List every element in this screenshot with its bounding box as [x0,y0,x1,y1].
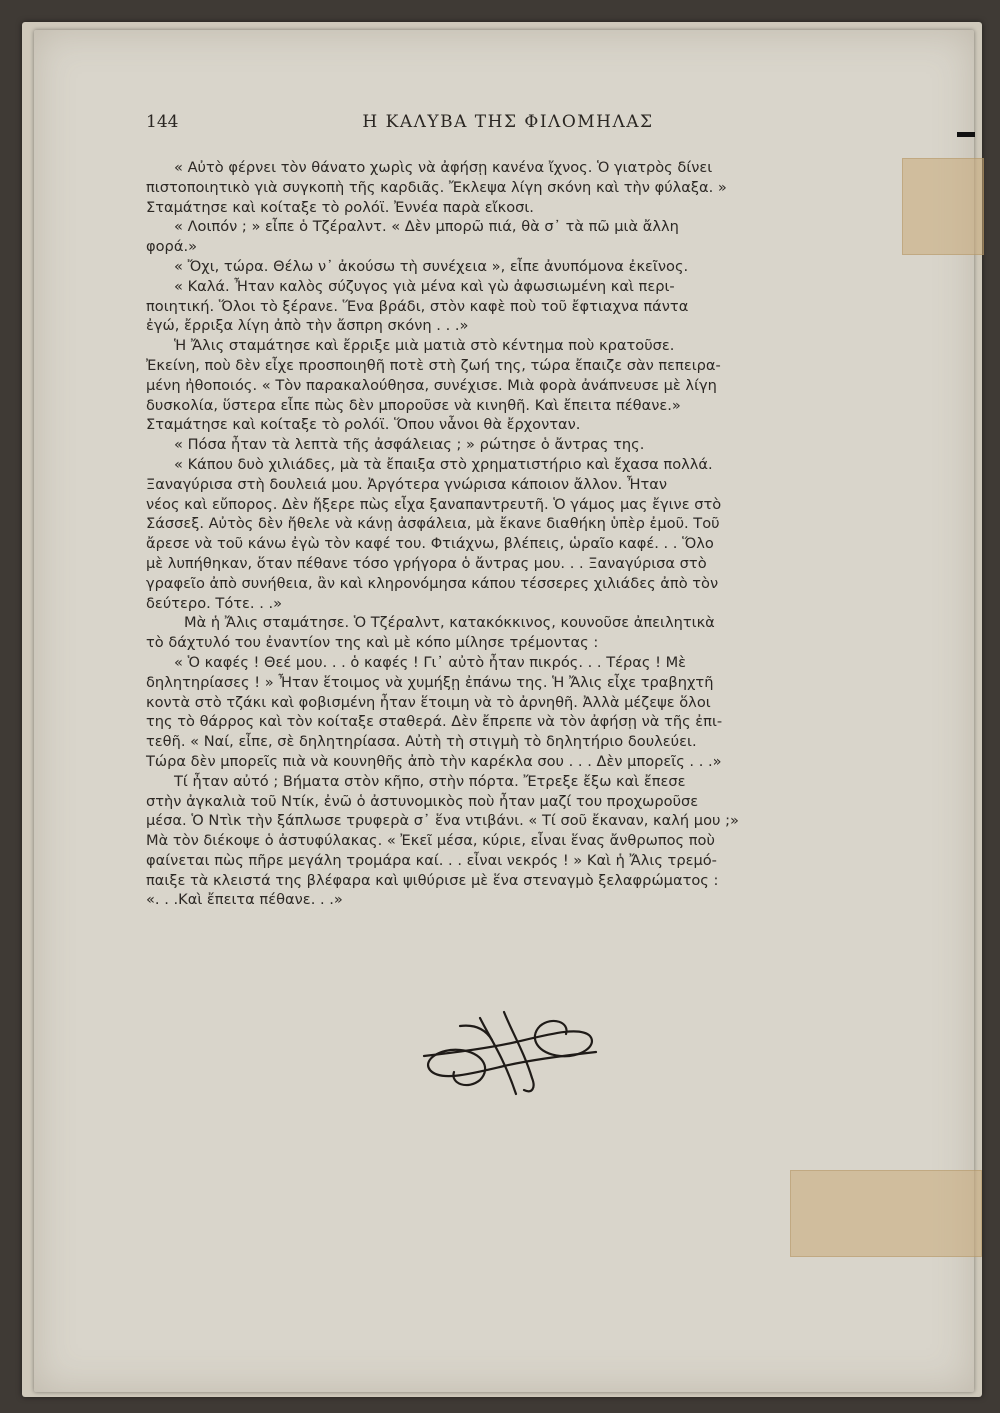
text-line: δεύτερο. Τότε. . .» [146,594,283,612]
text-line: Σάσσεξ. Αὐτὸς δὲν ἤθελε νὰ κάνῃ ἀσφάλεια, μὰ ἔκανε διαθήκη ὑπὲρ ἐμοῦ. Τοῦ [146,515,720,533]
text-line: «. . .Καὶ ἔπειτα πέθανε. . .» [146,891,343,909]
page-number: 144 [146,112,179,132]
text-line: « Ὁ καφές ! Θεέ μου. . . ὁ καφές ! Γι᾽ αὐτὸ ἦταν πικρός. . . Τέρας ! Μὲ [174,653,687,671]
text-line: Τώρα δὲν μπορεῖς πιὰ νὰ κουνηθῆς ἀπὸ τὴν καρέκλα σου . . . Δὲν μπορεῖς . . .» [146,752,722,770]
text-line: « Πόσα ἦταν τὰ λεπτὰ τῆς ἀσφάλειας ; » ρώτησε ὁ ἄντρας της. [174,436,645,454]
text-line: Σταμάτησε καὶ κοίταξε τὸ ρολόϊ. Ἐννέα παρὰ εἴκοσι. [146,198,534,216]
text-line: « Αὐτὸ φέρνει τὸν θάνατο χωρὶς νὰ ἀφήσῃ κανένα ἴχνος. Ὁ γιατρὸς δίνει [174,159,713,176]
text-line: ποιητική. Ὅλοι τὸ ξέρανε. Ἕνα βράδι, στὸν καφὲ ποὺ τοῦ ἔφτιαχνα πάντα [146,297,689,315]
text-line: Σταμάτησε καὶ κοίταξε τὸ ρολόϊ. Ὅπου νἆνοι θὰ ἔρχονταν. [146,416,581,434]
page-header [146,112,870,136]
text-line: Μὰ ἡ Ἄλις σταμάτησε. Ὁ Τζέραλντ, κατακόκκινος, κουνοῦσε ἀπειλητικὰ [184,614,715,632]
text-line: νέος καὶ εὔπορος. Δὲν ἤξερε πὼς εἶχα ξαναπαντρευτῆ. Ὁ γάμος μας ἔγινε στὸ [146,495,722,513]
text-line: « Καλά. Ἦταν καλὸς σύζυγος γιὰ μένα καὶ γὼ ἀφωσιωμένη καὶ περι- [174,277,675,295]
body-text [146,158,870,910]
text-line: δυσκολία, ὕστερα εἶπε πὼς δὲν μποροῦσε νὰ κινηθῆ. Καὶ ἔπειτα πέθανε.» [146,396,681,414]
text-line: φαίνεται πὼς πῆρε μεγάλη τρομάρα καί. . . εἶναι νεκρός ! » Καὶ ἡ Ἄλις τρεμό- [146,851,717,869]
edge-mark [957,132,975,137]
running-title: Η ΚΑΛΥΒΑ ΤΗΣ ΦΙΛΟΜΗΛΑΣ [362,112,654,132]
text-line: Ἐκείνη, ποὺ δὲν εἶχε προσποιηθῆ ποτὲ στὴ ζωή της, τώρα ἔπαιζε σὰν πεπειρα- [146,356,721,374]
text-line: Ξαναγύρισα στὴ δουλειά μου. Ἀργότερα γνώρισα κάποιον ἄλλον. Ἦταν [146,475,668,493]
text-line: « Κάπου δυὸ χιλιάδες, μὰ τὰ ἔπαιξα στὸ χρηματιστήριο καὶ ἔχασα πολλά. [174,455,713,473]
text-line: δηλητηρίασες ! » Ἦταν ἕτοιμος νὰ χυμήξῃ ἐπάνω της. Ἡ Ἄλις εἶχε τραβηχτῆ [146,673,714,691]
text-line: Μὰ τὸν διέκοψε ὁ ἀστυφύλακας. « Ἐκεῖ μέσα, κύριε, εἶναι ἕνας ἄνθρωπος ποὺ [146,832,715,850]
text-line: κοντὰ στὸ τζάκι καὶ φοβισμένη ἦταν ἕτοιμη νὰ τὸ ἀρνηθῆ. Ἀλλὰ μέζεψε ὅλοι [146,693,711,711]
text-line: μέσα. Ὁ Ντὶκ τὴν ξάπλωσε τρυφερὰ σ᾽ ἕνα ντιβάνι. « Τί σοῦ ἔκαναν, καλή μου ;» [146,812,739,830]
text-line: Τί ἦταν αὐτό ; Βήματα στὸν κῆπο, στὴν πόρτα. Ἔτρεξε ἔξω καὶ ἔπεσε [174,772,686,790]
text-line: Ἡ Ἄλις σταμάτησε καὶ ἔρριξε μιὰ ματιὰ στὸ κέντημα ποὺ κρατοῦσε. [174,337,675,355]
text-line: ἄρεσε νὰ τοῦ κάνω ἐγὼ τὸν καφέ του. Φτιάχνω, βλέπεις, ὡραῖο καφέ. . . Ὅλο [146,535,714,553]
tape-strip-top [902,158,984,255]
text-line: παιξε τὰ κλειστά της βλέφαρα καὶ ψιθύρισε μὲ ἕνα στεναγμὸ ξελαφρώματος : [146,871,719,889]
text-line: φορά.» [146,238,198,256]
text-line: ἐγώ, ἔρριξα λίγη ἀπὸ τὴν ἄσπρη σκόνη . . .» [146,317,469,335]
text-line: γραφεῖο ἀπὸ συνήθεια, ἂν καὶ κληρονόμησα κάπου τέσσερες χιλιάδες ἀπὸ τὸν [146,574,719,592]
text-line: τὸ δάχτυλό του ἐναντίον της καὶ μὲ κόπο μίλησε τρέμοντας : [146,634,599,652]
flourish-ornament-icon [420,1008,600,1096]
text-line: μένη ἠθοποιός. « Τὸν παρακαλούθησα, συνέχισε. Μιὰ φορὰ ἀνάπνευσε μὲ λίγη [146,376,717,394]
text-line: « Λοιπόν ; » εἶπε ὁ Τζέραλντ. « Δὲν μπορῶ πιά, θὰ σ᾽ τὰ πῶ μιὰ ἄλλη [174,218,679,236]
text-line: « Ὄχι, τώρα. Θέλω ν᾽ ἀκούσω τὴ συνέχεια », εἶπε ἀνυπόμονα ἐκεῖνος. [174,257,689,275]
text-line: πιστοποιητικὸ γιὰ συγκοπὴ τῆς καρδιᾶς. Ἔκλεψα λίγη σκόνη καὶ τὴν φύλαξα. » [146,178,727,196]
text-line: στὴν ἀγκαλιὰ τοῦ Ντίκ, ἐνῶ ὁ ἀστυνομικὸς ποὺ ἦταν μαζί του προχωροῦσε [146,792,699,810]
text-line: της τὸ θάρρος καὶ τὸν κοίταξε σταθερά. Δὲν ἔπρεπε νὰ τὸν ἀφήσῃ νὰ τῆς ἐπι- [146,713,723,731]
text-line: μὲ λυπήθηκαν, ὅταν πέθανε τόσο γρήγορα ὁ ἄντρας μου. . . Ξαναγύρισα στὸ [146,554,707,572]
text-line: τεθῆ. « Ναί, εἶπε, σὲ δηλητηρίασα. Αὐτὴ τὴ στιγμὴ τὸ δηλητήριο δουλεύει. [146,733,697,751]
tape-strip-bottom [790,1170,982,1257]
